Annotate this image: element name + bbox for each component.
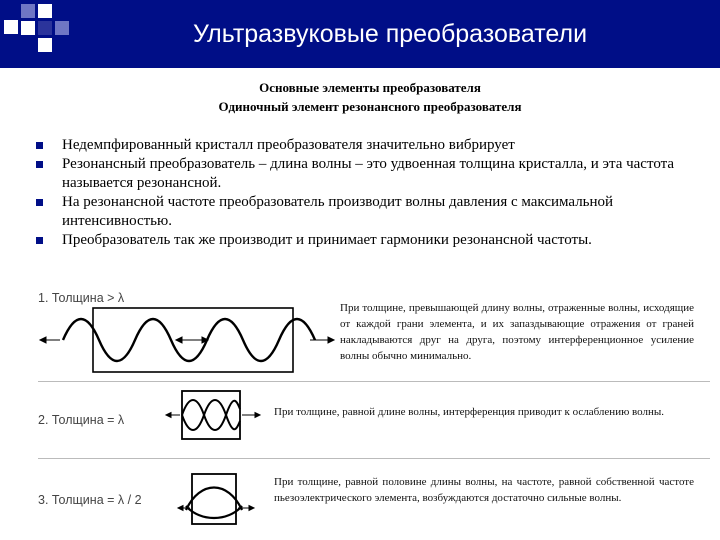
case-2-arrow-right — [242, 413, 260, 418]
bullet-item: На резонансной частоте преобразователь производит волны давления с максимальной интенсивностью. — [34, 193, 714, 231]
slide-header — [0, 0, 720, 68]
case-3-label: 3. Толщина = λ / 2 — [38, 493, 142, 507]
case-3-wave-b — [186, 506, 242, 518]
slide-title: Ультразвуковые преобразователи — [192, 20, 588, 48]
case-2-arrow-left — [166, 413, 180, 418]
bullet-item: Преобразователь так же производит и принимает гармоники резонансной частоты. — [34, 231, 714, 250]
subheading-main-elements: Основные элементы преобразователя — [259, 80, 481, 95]
subheading-single-element: Одиночный элемент резонансного преобразователя — [218, 99, 522, 114]
case-1-description: При толщине, превышающей длину волны, отраженные волны, исходящие от каждой грани элемента, и их запаздывающие отражения от граней накладываются друг на друга, поэтому интерференционное усиление волны обычно минимально. — [340, 302, 694, 362]
separator-line — [38, 458, 710, 459]
separator-line — [38, 381, 710, 382]
case-1-label: 1. Толщина > λ — [38, 291, 125, 305]
bullet-item: Недемпфированный кристалл преобразователя значительно вибрирует — [34, 136, 714, 155]
case-3-wave-a — [186, 488, 242, 511]
case-2-crystal-element — [182, 391, 240, 439]
case-2-description: При толщине, равной длине волны, интерференция приводит к ослаблению волны. — [274, 406, 665, 418]
case-1-wave-diagram — [38, 300, 338, 380]
case-1-arrow-middle — [176, 337, 208, 343]
case-3-wave-diagram — [178, 470, 258, 530]
case-3-crystal-element — [192, 474, 236, 524]
case-2-wave-diagram — [166, 389, 266, 443]
case-2-label: 2. Толщина = λ — [38, 413, 125, 427]
bullet-list — [34, 136, 714, 250]
case-3-description: При толщине, равной половине длины волны, на частоте, равной собственной частоте пьезоэлектрического элемента, возбуждаются достаточно сильные волны. — [274, 476, 694, 504]
bullet-item: Резонансный преобразователь – длина волны – это удвоенная толщина кристалла, и эта частота называется резонансной. — [34, 155, 714, 193]
slide-logo-squares — [0, 0, 80, 68]
case-1-arrow-left — [40, 337, 60, 343]
